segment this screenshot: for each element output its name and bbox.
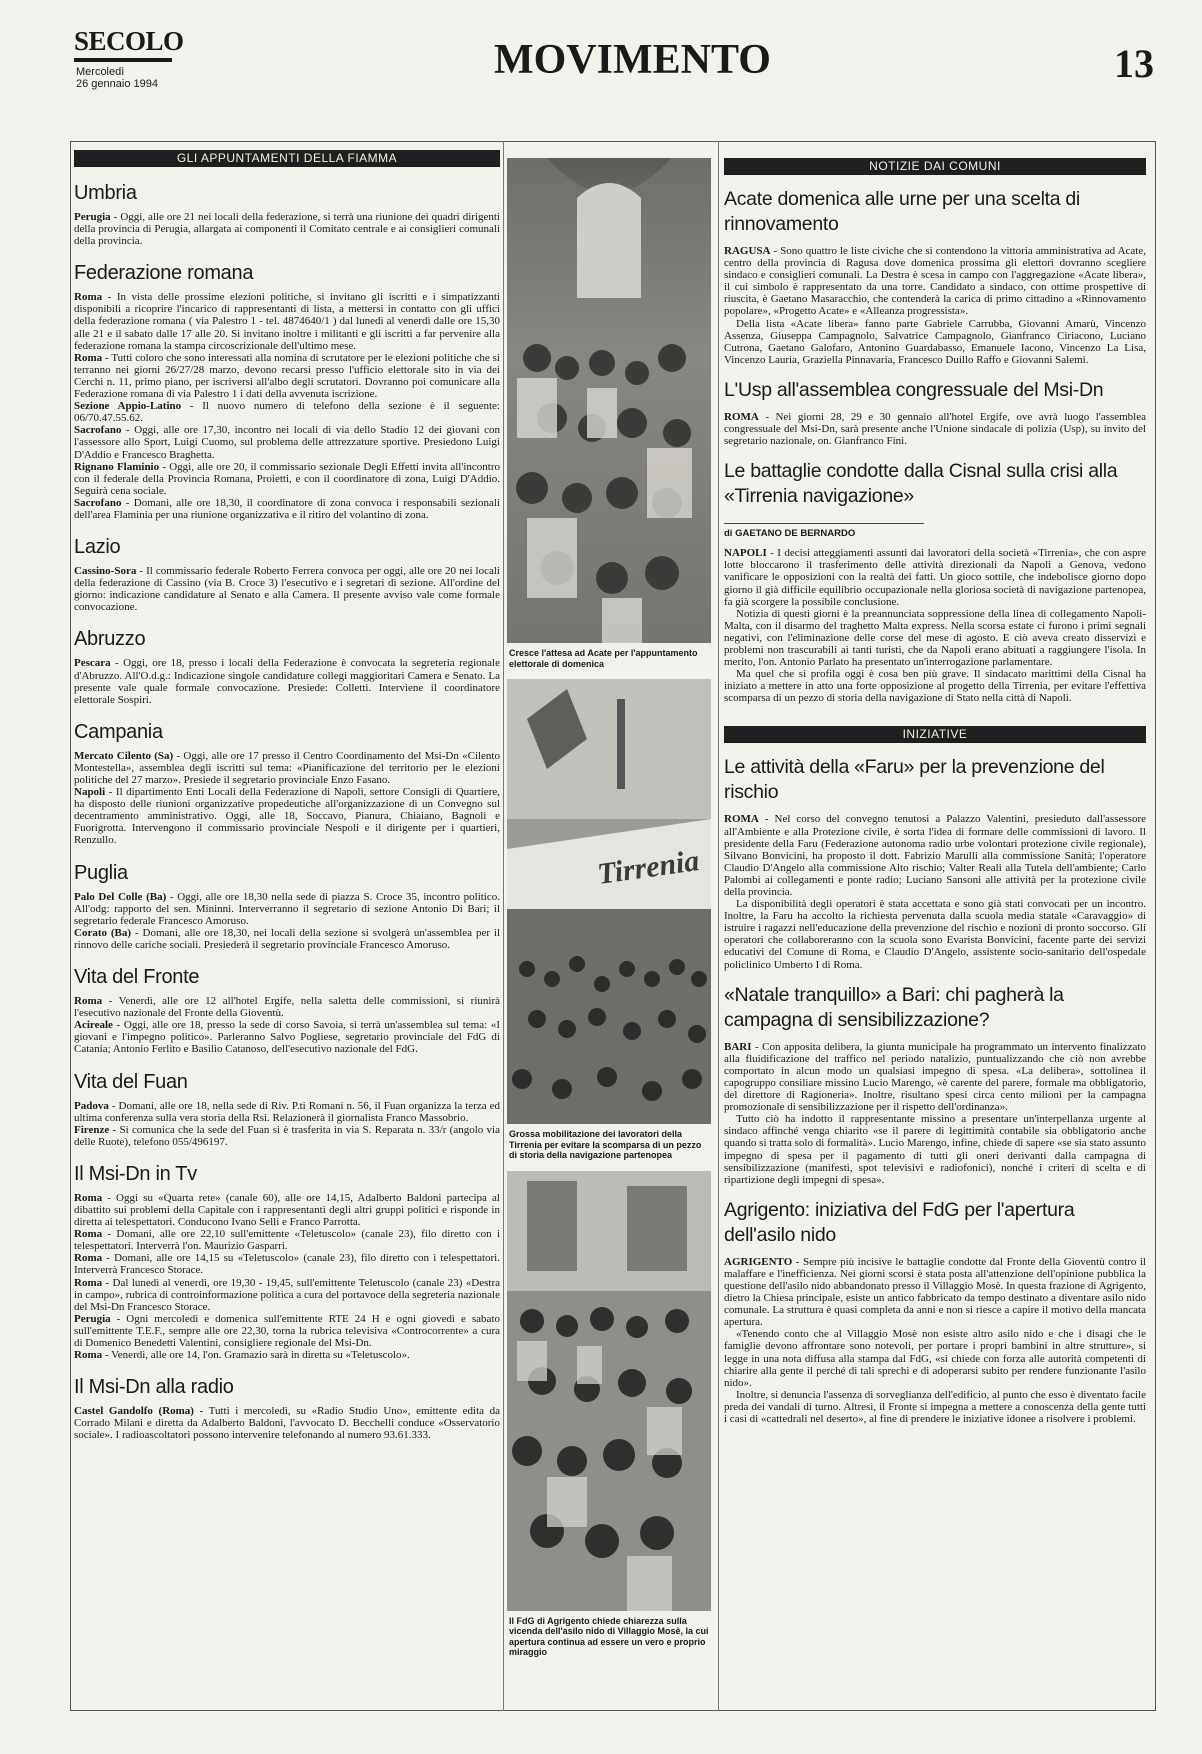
dateline: Sacrofano — [74, 424, 122, 437]
dateline: Cassino-Sora — [74, 565, 137, 578]
appuntamenti-list — [74, 181, 500, 1441]
dateline: Sacrofano — [74, 496, 122, 509]
region-heading: Campania — [74, 720, 163, 743]
dateline: Padova — [74, 1099, 109, 1112]
dateline: Sezione Appio-Latino — [74, 400, 182, 413]
dateline: ROMA — [724, 813, 759, 826]
paragraph-text: - Tutti i mercoledì, su «Radio Studio Uno», emittente edita da Corrado Milani e diretta da Adalberto Baldoni, l'avvocato D. Becchelli conduce «Osservatorio sociale». I radioascoltatori possono intervenire telefonando al numero 93.61.333. — [74, 1405, 500, 1442]
section-bar-appuntamenti: GLI APPUNTAMENTI DELLA FIAMMA — [74, 150, 500, 167]
article-paragraph — [724, 245, 1146, 318]
dateline: Pescara — [74, 657, 111, 670]
article-headline: Le battaglie condotte dalla Cisnal sulla crisi alla «Tirrenia navigazione» — [724, 460, 1118, 508]
paragraph-text: - Con apposita delibera, la giunta municipale ha programmato un intervento finalizzato alla fluidificazione del traffico nel periodo natalizio, puntualizzando che ciò non avrebbe comportato in alcun modo un qualsiasi impegno di spesa. «La delibera», sottolinea il capogruppo consiliare missino Lucio Marengo, «è carente del parere, formale ma obbligatorio, del direttore di Ragioneria». Inoltre, risultano spesi circa cento milioni per la campagna promozionale di sensibilizzazione per il rispetto dell'ordinanza». — [724, 1040, 1146, 1114]
notice-paragraph — [74, 497, 500, 521]
notice-paragraph — [74, 424, 500, 460]
region-heading: Il Msi-Dn in Tv — [74, 1162, 197, 1185]
article-headline: Agrigento: iniziativa del FdG per l'apertura dell'asilo nido — [724, 1198, 1075, 1246]
paragraph-text: - Sono quattro le liste civiche che si contendono la vittoria amministrativa ad Acate, centro della provincia di Ragusa dove domenica prossima gli elettori dovranno scegliere sindaco e consiglieri comunali. La Destra è scesa in campo con l'aggregazione «Acate libera», il cui simbolo è rappresentato da una torre. Candidato a sindaco, con ottime prospettive di riuscita, è Gaetano Masaracchio, che contenderà la carica di primo cittadino a «Rinnovamento popolare», «Progetto Acate» e «Alleanza progressista». — [724, 245, 1146, 318]
paragraph-text: - Ogni mercoledì e domenica sull'emittente RTE 24 H e ogni giovedì e sabato sull'emittente T.E.F., sempre alle ore 22,30, torna la rubrica televisiva «Controcorrente» a cura di Domenico Benedetti Valentini, consigliere regionale del Msi-Dn. — [74, 1312, 500, 1349]
section-bar-notizie: NOTIZIE DAI COMUNI — [724, 158, 1146, 175]
paragraph-text: Inoltre, si denuncia l'assenza di sorveglianza dell'edificio, al punto che esso è diventato facile preda dei vandali di turno. Altresì, il Fronte si impegna a mettere a conoscenza della gente tutti i casi di «cattedrali nel deserto», al fine di prendere le iniziative idonee a risolvere i problemi. — [724, 1388, 1146, 1425]
paragraph-text: Tutto ciò ha indotto il rappresentante missino a presentare un'interpellanza urgente al sindaco affinché venga chiarito «se il parere di legittimità contabile sia obbligatorio anche quando si tratta solo di formalità». Lucio Marengo, infine, chiede di sapere «se sia stato assunto impegno di spesa per il pagamento di tutti gli oneri derivanti dalla campagna di sensibilizzazione (manifesti, spot televisivi e radiofonici), nonché i criteri di scelta e di ripartizione degli impegni di spesa». — [724, 1113, 1146, 1186]
article-paragraph — [724, 1328, 1146, 1388]
notice-paragraph — [74, 211, 500, 247]
notice-paragraph — [74, 291, 500, 351]
article-headline: L'Usp all'assemblea congressuale del Msi-Dn — [724, 378, 1104, 401]
article-headline: «Natale tranquillo» a Bari: chi pagherà la campagna di sensibilizzazione? — [724, 983, 1064, 1031]
article-paragraph — [724, 1113, 1146, 1186]
region-heading: Abruzzo — [74, 628, 146, 651]
photo-agrigento-meeting — [507, 1171, 711, 1611]
paragraph-text: Della lista «Acate libera» fanno parte Gabriele Carrubba, Giovanni Amarù, Vincenzo Assenza, Giuseppa Campagnolo, Salvatrice Campagnolo, Gianfranco Ciriacono, Luciano Cutrona, Gaetano Galofaro, Antonino Guardabasso, Emanuele Iacono, Vincenzo La Lisa, Vincenzo Lauria, Graziella Pinnavaria, Francesco Duillo Raffo e Giovanni Salemi. — [724, 317, 1146, 366]
notice-paragraph — [74, 995, 500, 1019]
dateline: Roma — [74, 1191, 103, 1204]
region-heading: Puglia — [74, 861, 128, 884]
dateline: AGRIGENTO — [724, 1255, 793, 1268]
masthead — [74, 22, 1154, 112]
paragraph-text: - Nei giorni 28, 29 e 30 gennaio all'hotel Ergife, ove avrà luogo l'assemblea congressuale del Msi-Dn, sarà presente anche l'Unione sindacale di polizia (Usp), su invito del segretario nazionale, on. Gianfranco Fini. — [724, 410, 1146, 448]
iniziative-articles — [724, 755, 1146, 1425]
dateline: Perugia — [74, 211, 111, 223]
dateline: Castel Gandolfo (Roma) — [74, 1405, 194, 1418]
region-heading: Vita del Fuan — [74, 1070, 188, 1093]
paragraph-text: - Oggi, alle ore 17,30, incontro nei locali di via dello Stadio 12 dei giovani con l'assessore allo Sport, Luigi Cuomo, sul problema delle attrezzature sportive. Presiedono Luigi D'Addio e Francesco Braghetta. — [74, 424, 500, 461]
notice-paragraph — [74, 657, 500, 705]
notice-paragraph — [74, 891, 500, 927]
paragraph-text: - Dal lunedì al venerdì, ore 19,30 - 19,45, sull'emittente Teletuscolo (canale 23) «Destra in campo», rubrica di controinformazione politica a cura del portavoce della segreteria nazionale del Msi-Dn Francesco Storace. — [74, 1276, 500, 1313]
ship-name-sign: Tirrenia — [595, 844, 702, 891]
region-heading: Il Msi-Dn alla radio — [74, 1376, 234, 1399]
paragraph-text: La disponibilità degli operatori è stata accettata e sono già stati convocati per un incontro. Inoltre, la Faru ha accolto la richiesta pervenuta dalla scuola media statale «Caravaggio» di istruire i ragazzi nell'educazione della prevenzione del rischio e nozioni di pronto soccorso. Gli operatori che collaboreranno con la scuola sono Evarista Bonvicini, facente parte dei servizi educativi del Comune di Roma, e Claudio D'Angelo, assistente socio-sanitario dell'ospedale policlinico Umberto I di Roma. — [724, 898, 1146, 971]
photo-caption-3: Il FdG di Agrigento chiede chiarezza sulla vicenda dell'asilo nido di Villaggio Mosè, la cui apertura continua ad essere un vero e proprio miraggio — [509, 1615, 709, 1657]
dateline: Rignano Flaminio — [74, 460, 160, 473]
dateline: Roma — [74, 291, 103, 304]
article-paragraph — [724, 898, 1146, 971]
logo-rule — [74, 58, 172, 62]
dateline: RAGUSA — [724, 245, 771, 257]
photo-acate-crowd — [507, 158, 711, 643]
paragraph-text: Ma quel che si profila oggi è cosa ben più grave. Il sindacato marittimi della Cisnal ha iniziato a mettere in atto una forte opposizione al progetto della Tirrenia, per evitare l'effettiva scomparsa di un pezzo di storia della navigazione di Stato nella città di Napoli. — [724, 668, 1146, 705]
region-heading: Lazio — [74, 536, 121, 559]
paragraph-text: - Il commissario federale Roberto Ferrera convoca per oggi, alle ore 20 nei locali della federazione di Cassino (via B. Croce 3) l'esecutivo e i segretari di sezione. All'ordine del giorno: indicazione candidature al Senato e alla Camera. Il presente avviso vale come formale convocazione. — [74, 565, 500, 614]
article-byline: di GAETANO DE BERNARDO — [724, 528, 856, 540]
notice-paragraph — [74, 1405, 500, 1441]
notice-paragraph — [74, 461, 500, 497]
dateline: NAPOLI — [724, 547, 767, 560]
notice-paragraph — [74, 786, 500, 846]
notice-paragraph — [74, 927, 500, 951]
paragraph-text: - Venerdì, alle ore 14, l'on. Gramazio sarà in diretta su «Teletuscolo». — [102, 1349, 410, 1362]
paragraph-text: - Tutti coloro che sono interessati alla nomina di scrutatore per le elezioni politiche che si terranno nei giorni 26/27/28 marzo, devono recarsi presso l'ufficio elettorale sito in via dei Cerchi n. 11, primo piano, per iscriversi all'albo degli scrutatori. Dovranno poi comunicare alla Federazione romana di via Palestro 1 i dati della avvenuta iscrizione. — [74, 351, 500, 401]
paragraph-text: - Oggi su «Quarta rete» (canale 60), alle ore 14,15, Adalberto Baldoni partecipa al dibattito sui problemi della Capitale con i rappresentanti degli altri gruppi politici e risponde in diretta ai telespettatori. Conducono Ivano Selli e Franco Parrotta. — [74, 1191, 500, 1229]
dateline: Roma — [74, 995, 103, 1008]
dateline: Roma — [74, 1252, 103, 1265]
dateline: ROMA — [724, 410, 759, 423]
notice-paragraph — [74, 1228, 500, 1252]
issue-date-text: 26 gennaio 1994 — [76, 78, 158, 90]
issue-date — [76, 66, 158, 90]
notice-paragraph — [74, 352, 500, 400]
section-bar-iniziative: INIZIATIVE — [724, 726, 1146, 743]
article-paragraph — [724, 668, 1146, 704]
paragraph-text: - Domani, alle ore 22,10 sull'emittente «Teletuscolo» (canale 23), filo diretto con i telespettatori. Interverrà l'on. Maurizio Gasparri. — [74, 1228, 500, 1253]
article-paragraph — [724, 1041, 1146, 1114]
column-notizie — [724, 158, 1146, 1706]
notice-paragraph — [74, 1100, 500, 1124]
notice-paragraph — [74, 1349, 500, 1361]
region-heading: Umbria — [74, 182, 137, 204]
notice-paragraph — [74, 1313, 500, 1349]
paragraph-text: Notizia di questi giorni è la preannunciata soppressione della linea di collegamento Napoli-Malta, con il disarmo del traghetto Malta express. Nella scorsa estate ci furono i primi segnali negativi, con l'eliminazione delle corse del mese di agosto. E ciò aveva creato disservizi e problemi non trascurabili ai tanti turisti, che da Napoli erano abituati a raggiungere l'isola. In merito, l'on. Antonio Parlato ha presentato un'interrogazione parlamentare. — [724, 607, 1146, 669]
column-photos — [507, 158, 711, 1706]
photo-tirrenia-ship — [507, 679, 711, 1124]
paragraph-text: - Domani, alle ore 14,15 su «Teletuscolo» (canale 23), filo diretto con i telespettatori. Interverrà Francesco Storace. — [74, 1252, 500, 1277]
dateline: Perugia — [74, 1312, 111, 1325]
column-appuntamenti — [74, 150, 500, 1706]
article-paragraph — [724, 1256, 1146, 1329]
article-paragraph — [724, 547, 1146, 607]
notizie-articles — [724, 187, 1146, 704]
paragraph-text: - Nel corso del convegno tenutosi a Palazzo Valentini, presieduto dall'assessore all'Ambiente e alla Protezione civile, è sorta l'idea di formare delle commissioni di lavoro. Il presidente della Faru (Federazione autonoma radio urbe volontari protezione civile regionale), Silvano Bonvicini, ha proposto il dott. Fabrizio Marulli alla commissione Sanità; l'operatore Claudio D'Angelo alla commissione Alto rischio; Valter Reali alla Tutela dell'ambiente; Carlo Palombi ai collegamenti e ponte radio; Luciano Sansoni alle attività per la protezione civile della provincia. — [724, 813, 1146, 898]
newspaper-logo: SECOLO — [74, 26, 184, 56]
paragraph-text: - Domani, alle ore 18,30, il coordinatore di zona convoca i responsabili sezionali dell'area Flaminia per una riunione organizzativa e il ritiro del volantino di zona. — [74, 496, 500, 521]
page-number: 13 — [1114, 41, 1154, 86]
dateline: Roma — [74, 1276, 103, 1289]
column-divider-left — [503, 141, 504, 1711]
paragraph-text: «Tenendo conto che al Villaggio Mosè non esiste altro asilo nido e che i disagi che le famiglie devono affrontare sono notevoli, per portare i propri bambini in altre strutture», si legge in una nota diffusa alla stampa dal FdG, «si chiede con forza alle autorità competenti di chiarire alla gente il perché di tali sprechi e di adoperarsi subito per rendere funzionante l'asilo nido». — [724, 1328, 1146, 1389]
paragraph-text: - I decisi atteggiamenti assunti dai lavoratori della società «Tirrenia», che con aspre lotte bloccarono il trasferimento delle attività direzionali da Napoli a Genova, vedono vanificare le opposizioni con la realtà dei fatti. Un gioco sottile, che indebolisce giorno dopo giorno il già difficile equilibrio occupazionale nella gloriosa società di navigazione partenopea, fa già scorgere la possibile conclusione. — [724, 547, 1146, 608]
notice-paragraph — [74, 400, 500, 424]
region-heading: Federazione romana — [74, 262, 254, 285]
article-paragraph — [724, 411, 1146, 447]
article-headline: Le attività della «Faru» per la prevenzione del rischio — [724, 756, 1105, 804]
section-title: MOVIMENTO — [494, 37, 771, 83]
dateline: Acireale — [74, 1019, 113, 1032]
paragraph-text: - In vista delle prossime elezioni politiche, si invitano gli iscritti e i simpatizzanti disponibili a ricoprire l'incarico di rappresentanti di lista, a mettersi in contatto con gli uffici della federazione romana ( via Palestro 1 - tel. 4874640/1 ) dal lunedì al venerdì dalle ore 15,30 alle 21 e il sabato dalle 17 alle 20. Si invitano inoltre i militanti e gli iscritti a far pervenire alla federazione romana la stampa circoscrizionale dell'ultimo mese. — [74, 291, 500, 352]
notice-paragraph — [74, 565, 500, 613]
paragraph-text: - Oggi, alle ore 18, presso la sede di corso Savoia, si terrà un'assemblea sul tema: «I giovani e l'impegno politico». Parleranno Salvo Pogliese, segretario provinciale del FdG di Catania; Antonio Ferlito e Basilio Catanoso, dell'esecutivo nazionale del FdG. — [74, 1019, 500, 1056]
article-paragraph — [724, 1389, 1146, 1425]
photo-caption-2: Grossa mobilitazione dei lavoratori della Tirrenia per evitare la scomparsa di un pezzo di storia della navigazione partenopea — [509, 1129, 702, 1160]
dateline: Napoli — [74, 786, 106, 799]
dateline: Corato (Ba) — [74, 926, 132, 939]
paragraph-text: - Sempre più incisive le battaglie condotte dal Fronte della Gioventù contro il malaffare e l'inefficienza. Nei giorni scorsi è stata posta all'attenzione dell'opinione pubblica la questione dell'asilo nido abbandonato presso il Villaggio Mosè. In questa frazione di Agrigento, dietro la Chiesa principale, esiste un antico fabbricato da tempo destinato a diventare asilo nido comunale. La struttura è quasi completa da anni e non si riesce a capire il motivo della mancata apertura. — [724, 1255, 1146, 1329]
notice-paragraph — [74, 1277, 500, 1313]
paragraph-text: - Oggi, alle ore 20, il commissario sezionale Degli Effetti invita all'incontro con il federale della Provincia Romana, Proietti, e con il coordinatore di zona, Luigi D'Addio. Seguirà cena sociale. — [74, 460, 500, 497]
article-paragraph — [724, 813, 1146, 898]
dateline: BARI — [724, 1040, 752, 1053]
paragraph-text: - Il dipartimento Enti Locali della Federazione di Napoli, settore Consigli di Quartiere, ha disposto delle riunioni organizzative propedeutiche all'organizzazione di un Convegno sul decentramento amministrativo. Oggi, alle 18, Soccavo, Pianura, Chiaiano, Bagnoli e Fuorigrotta. Intervengono il commissario provinciale Nespoli e il dirigente per i quartieri, Renzullo. — [74, 786, 500, 847]
column-divider-right — [718, 141, 719, 1711]
photo-caption-1: Cresce l'attesa ad Acate per l'appuntamento elettorale di domenica — [509, 648, 698, 669]
paragraph-text: - Oggi, alle ore 18,30 nella sede di piazza S. Croce 35, incontro politico. All'odg: rapporto del sen. Mininni. Interverranno il segretario di sezione Antonio Di Bari; il segretario federale Francesco Amoruso. — [74, 890, 500, 927]
paragraph-text: - Oggi, alle ore 21 nei locali della federazione, si terrà una riunione dei quadri dirigenti della provincia di Perugia, allargata ai componenti il Comitato centrale e ai consiglieri comunali della provincia. — [74, 211, 500, 248]
notice-paragraph — [74, 1124, 500, 1148]
article-headline: Acate domenica alle urne per una scelta di rinnovamento — [724, 188, 1080, 235]
paragraph-text: - Il nuovo numero di telefono della sezione è il seguente: 06/70.47.55.62. — [74, 400, 500, 425]
article-paragraph — [724, 608, 1146, 668]
paragraph-text: - Venerdì, alle ore 12 all'hotel Ergife, nella saletta delle commissioni, si riunirà l'esecutivo nazionale del Fronte della Gioventù. — [74, 995, 500, 1020]
dateline: Roma — [74, 1349, 103, 1362]
paragraph-text: - Domani, alle ore 18,30, nei locali della sezione si svolgerà un'assemblea per il rinnovo delle cariche sociali. Presiederà il segretario provinciale Francesco Amoruso. — [74, 926, 500, 951]
issue-day: Mercoledì — [76, 66, 125, 78]
notice-paragraph — [74, 1192, 500, 1228]
paragraph-text: - Si comunica che la sede del Fuan si è trasferita in via S. Reparata n. 33/r (angolo via delle Ruote), telefono 055/496197. — [74, 1123, 500, 1148]
notice-paragraph — [74, 750, 500, 786]
notice-paragraph — [74, 1019, 500, 1055]
paragraph-text: - Oggi, alle ore 17 presso il Centro Coordinamento del Msi-Dn «Cilento Montestella», assemblea degli iscritti sul tema: «Pianificazione del territorio per le elezioni politiche del 27 marzo». Presiede il segretario provinciale Enzo Fasano. — [74, 749, 500, 786]
dateline: Mercato Cilento (Sa) — [74, 749, 174, 762]
notice-paragraph — [74, 1252, 500, 1276]
dateline: Roma — [74, 351, 103, 364]
byline-rule — [724, 523, 924, 524]
paragraph-text: - Oggi, ore 18, presso i locali della Federazione è convocata la segreteria regionale d'Abruzzo. All'O.d.g.: Indicazione singole candidature collegi maggioritari Camera e Senato. La presente vale quale formale convocazione. Presiede: Colletti. Interviene il coordinatore elettorale Sospiri. — [74, 657, 500, 706]
article-paragraph — [724, 318, 1146, 366]
paragraph-text: - Domani, alle ore 18, nella sede di Riv. P.ti Romani n. 56, il Fuan organizza la terza ed ultima conferenza sulla vera storia della Rsi. Relazionerà il giornalista Franco Massobrio. — [74, 1099, 500, 1124]
dateline: Roma — [74, 1228, 103, 1241]
dateline: Firenze — [74, 1123, 110, 1136]
region-heading: Vita del Fronte — [74, 966, 200, 989]
dateline: Palo Del Colle (Ba) — [74, 890, 167, 903]
